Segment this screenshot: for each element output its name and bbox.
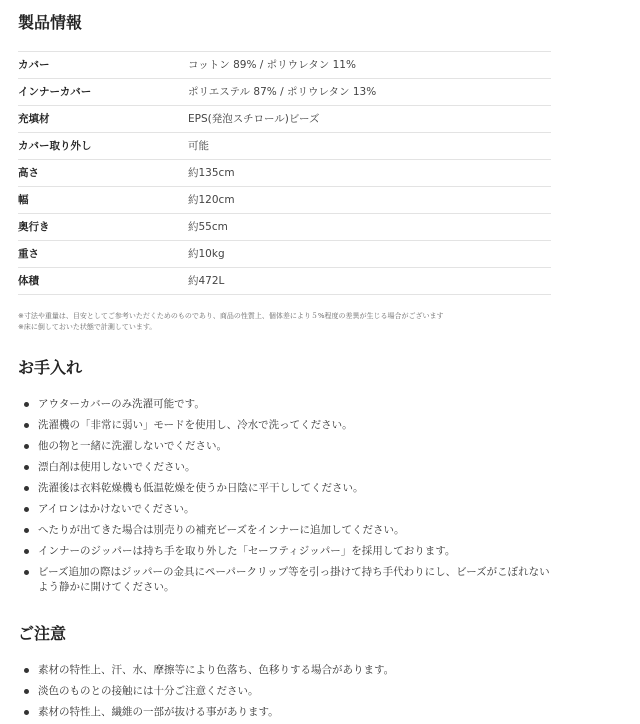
spec-label: 幅 [18, 187, 188, 214]
list-item [18, 481, 558, 496]
list-item [18, 460, 558, 475]
bullet-icon [24, 570, 29, 575]
table-row [18, 241, 551, 268]
spec-value: コットン 89% / ポリウレタン 11% [188, 52, 551, 79]
bullet-icon [24, 465, 29, 470]
list-item-text: 素材の特性上、汗、水、摩擦等により色落ち、色移りする場合があります。 [38, 664, 395, 676]
spec-label: 体積 [18, 268, 188, 295]
spec-value: 可能 [188, 133, 551, 160]
spec-value: 約472L [188, 268, 551, 295]
table-row [18, 268, 551, 295]
spec-value: EPS(発泡スチロール)ビーズ [188, 106, 551, 133]
bullet-icon [24, 507, 29, 512]
list-item-text: 他の物と一緒に洗濯しないでください。 [38, 440, 227, 452]
spec-value: 約55cm [188, 214, 551, 241]
list-item-text: 洗濯機の「非常に弱い」モードを使用し、冷水で洗ってください。 [38, 419, 353, 431]
list-item [18, 523, 558, 538]
spec-value: ポリエステル 87% / ポリウレタン 13% [188, 79, 551, 106]
spec-label: 充填材 [18, 106, 188, 133]
list-item-text: 漂白剤は使用しないでください。 [38, 461, 196, 473]
note-text: ※寸法や重量は、目安としてご参考いただくためのものであり、商品の性質上、個体差により５%程度の差異が生じる場合がございます [18, 312, 444, 320]
caution-list [18, 663, 558, 720]
list-item [18, 418, 558, 433]
list-item [18, 684, 558, 699]
spec-label: 重さ [18, 241, 188, 268]
list-item [18, 397, 558, 412]
table-row [18, 133, 551, 160]
list-item-text: アイロンはかけないでください。 [38, 503, 195, 515]
list-item-text: アウターカバーのみ洗濯可能です。 [38, 398, 205, 410]
measurement-notes [18, 311, 578, 333]
bullet-icon [24, 486, 29, 491]
list-item-text: 洗濯後は衣料乾燥機も低温乾燥を使うか日陰に平干ししてください。 [38, 482, 364, 494]
caution-heading: ご注意 [18, 624, 67, 643]
bullet-icon [24, 402, 29, 407]
bullet-icon [24, 689, 29, 694]
list-item-text: 素材の特性上、繊維の一部が抜ける事があります。 [38, 706, 279, 718]
spec-value: 約10kg [188, 241, 551, 268]
bullet-icon [24, 668, 29, 673]
bullet-icon [24, 444, 29, 449]
list-item [18, 565, 558, 595]
care-list [18, 397, 558, 595]
spec-label: インナーカバー [18, 79, 188, 106]
list-item [18, 544, 558, 559]
bullet-icon [24, 528, 29, 533]
spec-label: カバー取り外し [18, 133, 188, 160]
product-info-heading: 製品情報 [18, 13, 83, 32]
list-item [18, 663, 558, 678]
list-item-text: 淡色のものとの接触には十分ご注意ください。 [38, 685, 259, 697]
bullet-icon [24, 423, 29, 428]
list-item [18, 502, 558, 517]
table-row [18, 214, 551, 241]
list-item-text: ビーズ追加の際はジッパーの金具にペーパークリップ等を引っ掛けて持ち手代わりにし、ビーズがこぼれないよう静かに開けてください。 [38, 566, 550, 593]
care-heading: お手入れ [18, 358, 83, 377]
bullet-icon [24, 710, 29, 715]
list-item-text: へたりが出てきた場合は別売りの補充ビーズをインナーに追加してください。 [38, 524, 405, 536]
table-row [18, 106, 551, 133]
list-item-text: インナーのジッパーは持ち手を取り外した「セーフティジッパー」を採用しております。 [38, 545, 456, 557]
table-row [18, 160, 551, 187]
table-row [18, 79, 551, 106]
spec-value: 約135cm [188, 160, 551, 187]
table-row [18, 187, 551, 214]
spec-label: 高さ [18, 160, 188, 187]
list-item [18, 705, 558, 720]
list-item [18, 439, 558, 454]
spec-table [18, 51, 551, 295]
bullet-icon [24, 549, 29, 554]
table-row [18, 52, 551, 79]
note-text: ※床に倒しておいた状態で計測しています。 [18, 323, 157, 331]
spec-label: カバー [18, 52, 188, 79]
spec-value: 約120cm [188, 187, 551, 214]
spec-label: 奥行き [18, 214, 188, 241]
